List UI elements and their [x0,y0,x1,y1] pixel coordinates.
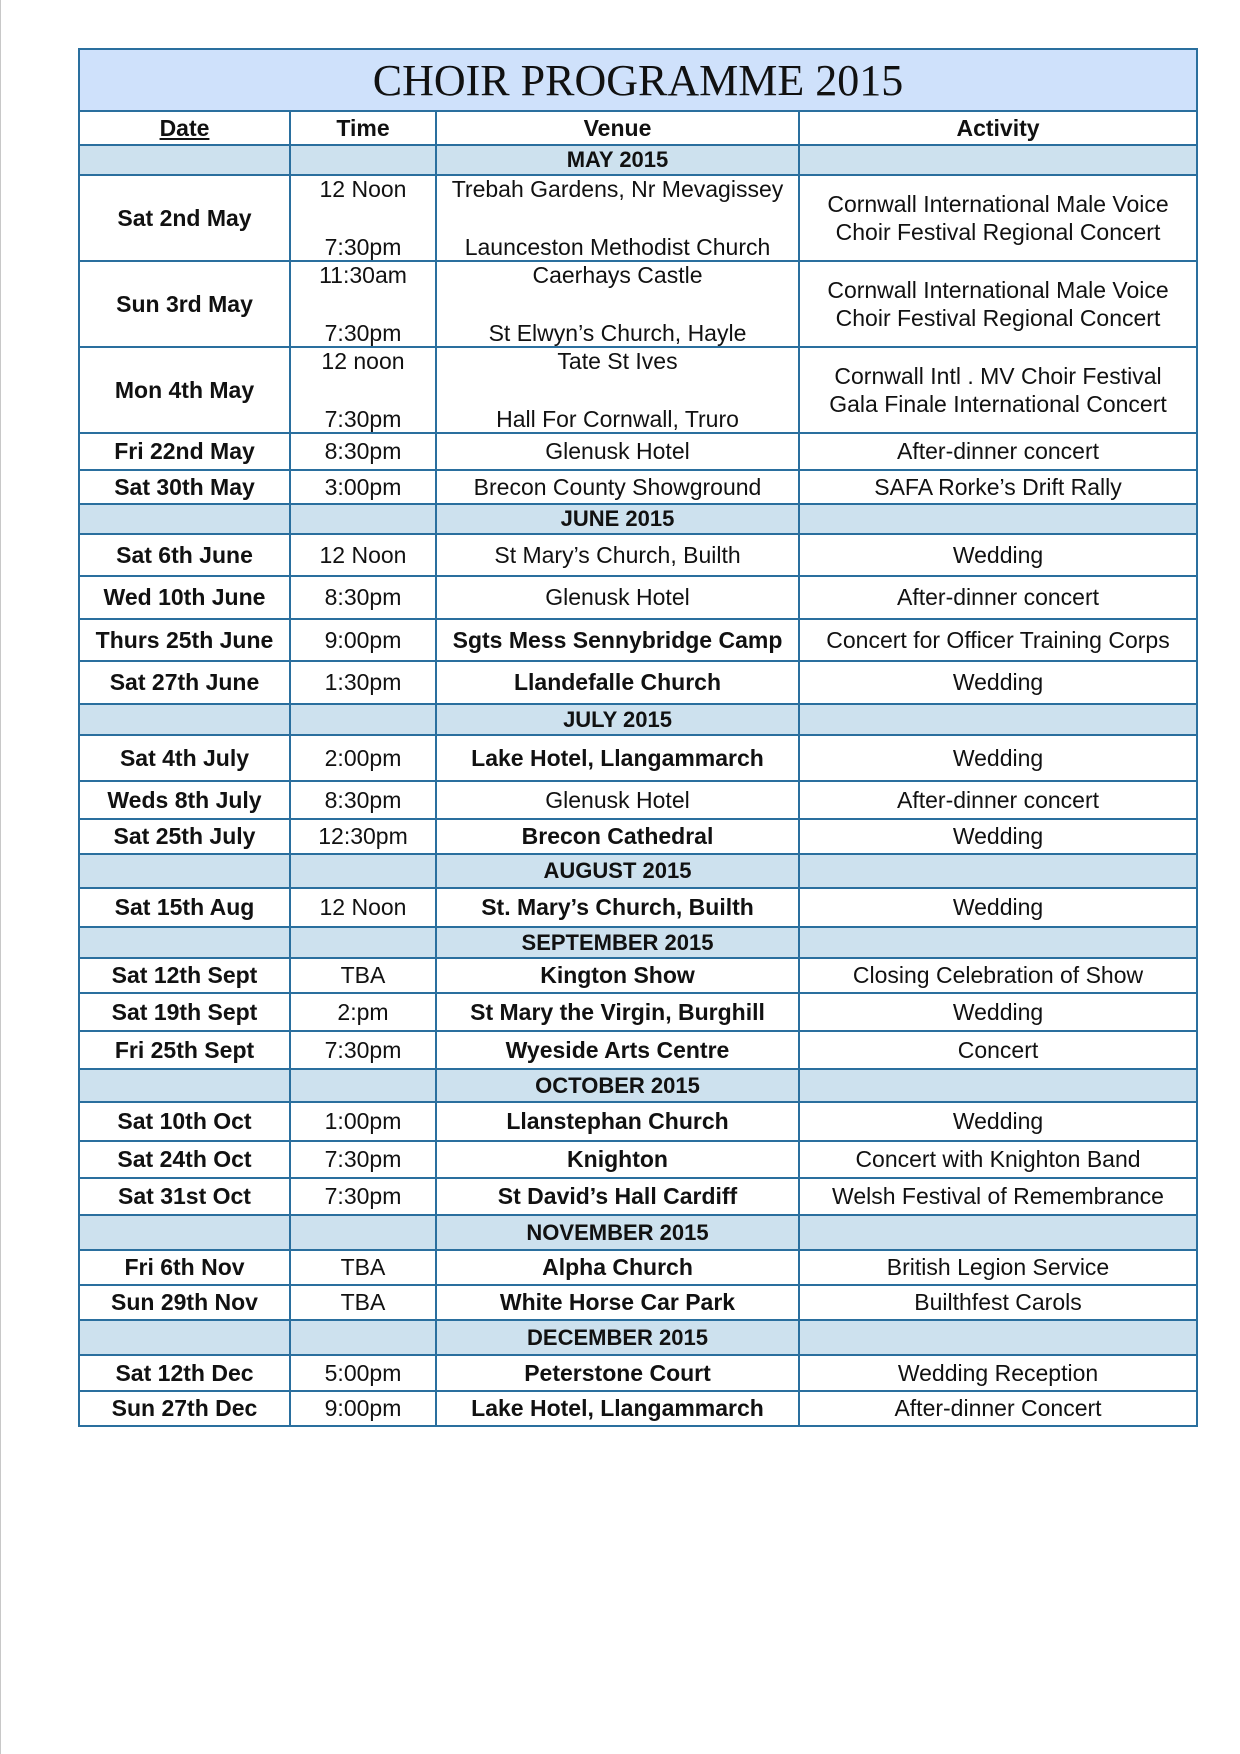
event-date: Sat 25th July [79,819,290,854]
month-cell-empty [799,927,1197,958]
event-date: Sat 12th Sept [79,958,290,993]
event-venue-line: St Elwyn’s Church, Hayle [488,320,747,346]
event-activity: Closing Celebration of Show [799,958,1197,993]
event-time [290,261,436,347]
event-date: Sat 27th June [79,661,290,704]
event-date: Fri 25th Sept [79,1031,290,1069]
event-date: Sat 6th June [79,534,290,576]
event-row [79,1250,1197,1285]
event-time: 12:30pm [290,819,436,854]
event-row [79,993,1197,1031]
event-row [79,1285,1197,1320]
month-cell-empty [799,145,1197,175]
event-time-line: 12 noon [321,348,405,374]
event-venue-line: Trebah Gardens, Nr Mevagissey [451,176,784,202]
event-activity: Wedding [799,735,1197,781]
event-venue: Glenusk Hotel [436,433,799,470]
event-row [79,1031,1197,1069]
event-venue: Glenusk Hotel [436,576,799,619]
month-cell-empty [799,1320,1197,1355]
month-label: AUGUST 2015 [436,854,799,888]
month-header-row [79,927,1197,958]
event-time-line: 7:30pm [324,234,402,260]
event-row [79,534,1197,576]
event-time: 5:00pm [290,1355,436,1391]
event-time: 2:pm [290,993,436,1031]
event-row [79,1391,1197,1426]
event-date: Sun 29th Nov [79,1285,290,1320]
event-time: 8:30pm [290,576,436,619]
event-activity: Wedding [799,888,1197,927]
event-time [290,175,436,261]
event-row [79,781,1197,819]
event-time: TBA [290,1285,436,1320]
event-date: Sat 24th Oct [79,1141,290,1178]
event-activity-line: Choir Festival Regional Concert [835,219,1161,245]
event-time: 1:00pm [290,1102,436,1141]
event-date: Sat 4th July [79,735,290,781]
event-time: 3:00pm [290,470,436,504]
event-venue: Peterstone Court [436,1355,799,1391]
column-header-row [79,111,1197,145]
event-row [79,261,1197,347]
event-time-line: 7:30pm [324,320,402,346]
event-time: TBA [290,1250,436,1285]
event-venue: Alpha Church [436,1250,799,1285]
event-row [79,576,1197,619]
month-cell-empty [290,854,436,888]
event-row [79,175,1197,261]
month-label: SEPTEMBER 2015 [436,927,799,958]
event-venue: St. Mary’s Church, Builth [436,888,799,927]
event-venue: Kington Show [436,958,799,993]
event-activity [799,261,1197,347]
event-venue: Wyeside Arts Centre [436,1031,799,1069]
column-header-activity: Activity [799,111,1197,145]
event-activity-line: Gala Finale International Concert [829,391,1167,417]
month-cell-empty [799,854,1197,888]
month-header-row [79,1215,1197,1250]
month-header-row [79,145,1197,175]
event-row [79,1355,1197,1391]
event-activity: After-dinner concert [799,433,1197,470]
event-date: Thurs 25th June [79,619,290,661]
month-cell-empty [79,854,290,888]
month-header-row [79,1320,1197,1355]
event-activity: Wedding [799,1102,1197,1141]
event-date: Mon 4th May [79,347,290,433]
event-row [79,958,1197,993]
event-venue: Llandefalle Church [436,661,799,704]
month-cell-empty [290,504,436,534]
month-cell-empty [799,1215,1197,1250]
event-date: Sun 3rd May [79,261,290,347]
event-venue: Lake Hotel, Llangammarch [436,1391,799,1426]
event-venue: St Mary’s Church, Builth [436,534,799,576]
event-time-line: 12 Noon [319,176,407,202]
event-activity: Concert for Officer Training Corps [799,619,1197,661]
month-header-row [79,704,1197,735]
event-date: Sat 15th Aug [79,888,290,927]
event-date: Wed 10th June [79,576,290,619]
event-date: Sat 2nd May [79,175,290,261]
event-date: Weds 8th July [79,781,290,819]
month-cell-empty [79,504,290,534]
month-cell-empty [79,1320,290,1355]
event-activity: Wedding [799,993,1197,1031]
event-venue-line: Tate St Ives [557,348,678,374]
month-label: OCTOBER 2015 [436,1069,799,1102]
event-time: 8:30pm [290,781,436,819]
event-activity: SAFA Rorke’s Drift Rally [799,470,1197,504]
event-venue: Brecon Cathedral [436,819,799,854]
event-time: TBA [290,958,436,993]
event-venue [436,347,799,433]
event-time: 7:30pm [290,1178,436,1215]
event-time: 12 Noon [290,888,436,927]
event-activity: After-dinner concert [799,781,1197,819]
event-time: 9:00pm [290,1391,436,1426]
column-header-time: Time [290,111,436,145]
month-cell-empty [290,145,436,175]
event-date: Fri 6th Nov [79,1250,290,1285]
event-venue: St David’s Hall Cardiff [436,1178,799,1215]
month-cell-empty [799,704,1197,735]
event-row [79,1141,1197,1178]
event-activity: Welsh Festival of Remembrance [799,1178,1197,1215]
event-row [79,433,1197,470]
month-label: MAY 2015 [436,145,799,175]
month-cell-empty [290,1320,436,1355]
event-venue: White Horse Car Park [436,1285,799,1320]
event-activity: British Legion Service [799,1250,1197,1285]
month-cell-empty [79,145,290,175]
event-venue-line: Hall For Cornwall, Truro [496,406,739,432]
event-activity: Concert with Knighton Band [799,1141,1197,1178]
event-activity: After-dinner Concert [799,1391,1197,1426]
event-time: 7:30pm [290,1031,436,1069]
event-venue-line: Launceston Methodist Church [464,234,771,260]
month-header-row [79,854,1197,888]
event-venue [436,175,799,261]
event-time: 12 Noon [290,534,436,576]
event-date: Sat 30th May [79,470,290,504]
event-venue: Brecon County Showground [436,470,799,504]
event-date: Fri 22nd May [79,433,290,470]
event-activity-line: Cornwall International Male Voice [827,191,1169,217]
month-cell-empty [290,1215,436,1250]
month-cell-empty [79,704,290,735]
event-venue: Sgts Mess Sennybridge Camp [436,619,799,661]
event-row [79,619,1197,661]
month-label: JULY 2015 [436,704,799,735]
event-activity-line: Choir Festival Regional Concert [835,305,1161,331]
month-label: NOVEMBER 2015 [436,1215,799,1250]
event-row [79,1102,1197,1141]
event-activity: Wedding [799,534,1197,576]
event-activity [799,175,1197,261]
event-row [79,819,1197,854]
month-label: JUNE 2015 [436,504,799,534]
month-cell-empty [799,504,1197,534]
event-activity: Wedding [799,661,1197,704]
event-row [79,470,1197,504]
event-row [79,661,1197,704]
event-activity: Builthfest Carols [799,1285,1197,1320]
event-time: 7:30pm [290,1141,436,1178]
month-cell-empty [79,1069,290,1102]
event-time-line: 11:30am [319,262,407,288]
month-header-row [79,504,1197,534]
month-cell-empty [290,927,436,958]
month-cell-empty [799,1069,1197,1102]
event-date: Sat 10th Oct [79,1102,290,1141]
event-time: 9:00pm [290,619,436,661]
month-cell-empty [79,1215,290,1250]
event-date: Sun 27th Dec [79,1391,290,1426]
event-date: Sat 12th Dec [79,1355,290,1391]
event-activity: After-dinner concert [799,576,1197,619]
event-venue [436,261,799,347]
page-title: CHOIR PROGRAMME 2015 [79,49,1197,111]
month-label: DECEMBER 2015 [436,1320,799,1355]
event-venue: St Mary the Virgin, Burghill [436,993,799,1031]
event-venue: Llanstephan Church [436,1102,799,1141]
event-row [79,347,1197,433]
event-activity [799,347,1197,433]
event-time: 2:00pm [290,735,436,781]
event-row [79,888,1197,927]
month-cell-empty [290,1069,436,1102]
event-activity-line: Cornwall International Male Voice [827,277,1169,303]
event-time: 8:30pm [290,433,436,470]
event-activity: Wedding [799,819,1197,854]
month-cell-empty [79,927,290,958]
event-row [79,735,1197,781]
event-activity: Wedding Reception [799,1355,1197,1391]
month-header-row [79,1069,1197,1102]
event-activity: Concert [799,1031,1197,1069]
event-time-line: 7:30pm [324,406,402,432]
event-date: Sat 31st Oct [79,1178,290,1215]
choir-programme-table [78,48,1198,1427]
event-venue: Glenusk Hotel [436,781,799,819]
column-header-venue: Venue [436,111,799,145]
event-activity-line: Cornwall Intl . MV Choir Festival [834,363,1162,389]
event-time: 1:30pm [290,661,436,704]
event-time [290,347,436,433]
event-venue-line: Caerhays Castle [532,262,703,288]
month-cell-empty [290,704,436,735]
column-header-date: Date [79,111,290,145]
event-date: Sat 19th Sept [79,993,290,1031]
event-venue: Knighton [436,1141,799,1178]
event-venue: Lake Hotel, Llangammarch [436,735,799,781]
event-row [79,1178,1197,1215]
